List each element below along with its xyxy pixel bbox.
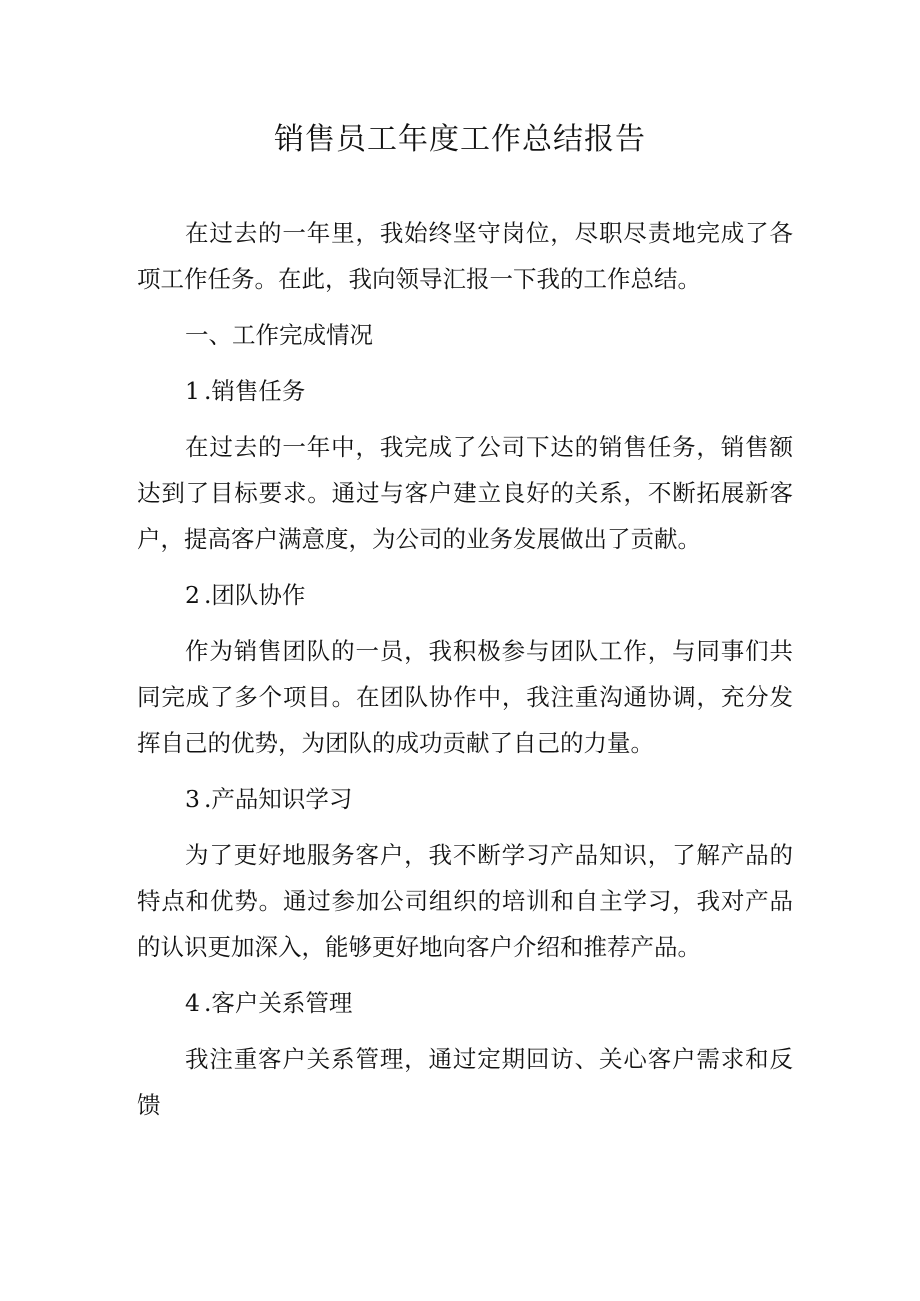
item-number: 2 [185,581,200,609]
item-heading-teamwork [137,572,793,618]
item-paragraph-customer-relations: 我注重客户关系管理，通过定期回访、关心客户需求和反馈 [137,1045,793,1119]
item-number: 1 [185,377,200,405]
document-title: 销售员工年度工作总结报告 [274,122,646,157]
document-body [137,210,793,1138]
item-heading-product-knowledge [137,776,793,822]
item-title: .客户关系管理 [203,989,353,1017]
item-paragraph-product-knowledge: 为了更好地服务客户，我不断学习产品知识，了解产品的特点和优势。通过参加公司组织的培训和自主学习，我对产品的认识更加深入，能够更好地向客户介绍和推荐产品。 [137,841,793,961]
section-heading: 一、工作完成情况 [185,321,373,349]
item-paragraph-teamwork: 作为销售团队的一员，我积极参与团队工作，与同事们共同完成了多个项目。在团队协作中，我注重沟通协调，充分发挥自己的优势，为团队的成功贡献了自己的力量。 [137,637,793,757]
item-heading-sales [137,368,793,414]
intro-paragraph: 在过去的一年里，我始终坚守岗位，尽职尽责地完成了各项工作任务。在此，我向领导汇报一下我的工作总结。 [137,219,793,293]
item-number: 4 [185,989,200,1017]
item-title: .销售任务 [203,377,306,405]
item-paragraph-sales: 在过去的一年中，我完成了公司下达的销售任务，销售额达到了目标要求。通过与客户建立良好的关系，不断拓展新客户，提高客户满意度，为公司的业务发展做出了贡献。 [137,433,793,553]
item-number: 3 [185,785,200,813]
item-title: .团队协作 [203,581,306,609]
item-heading-customer-relations [137,980,793,1026]
item-title: .产品知识学习 [203,785,353,813]
